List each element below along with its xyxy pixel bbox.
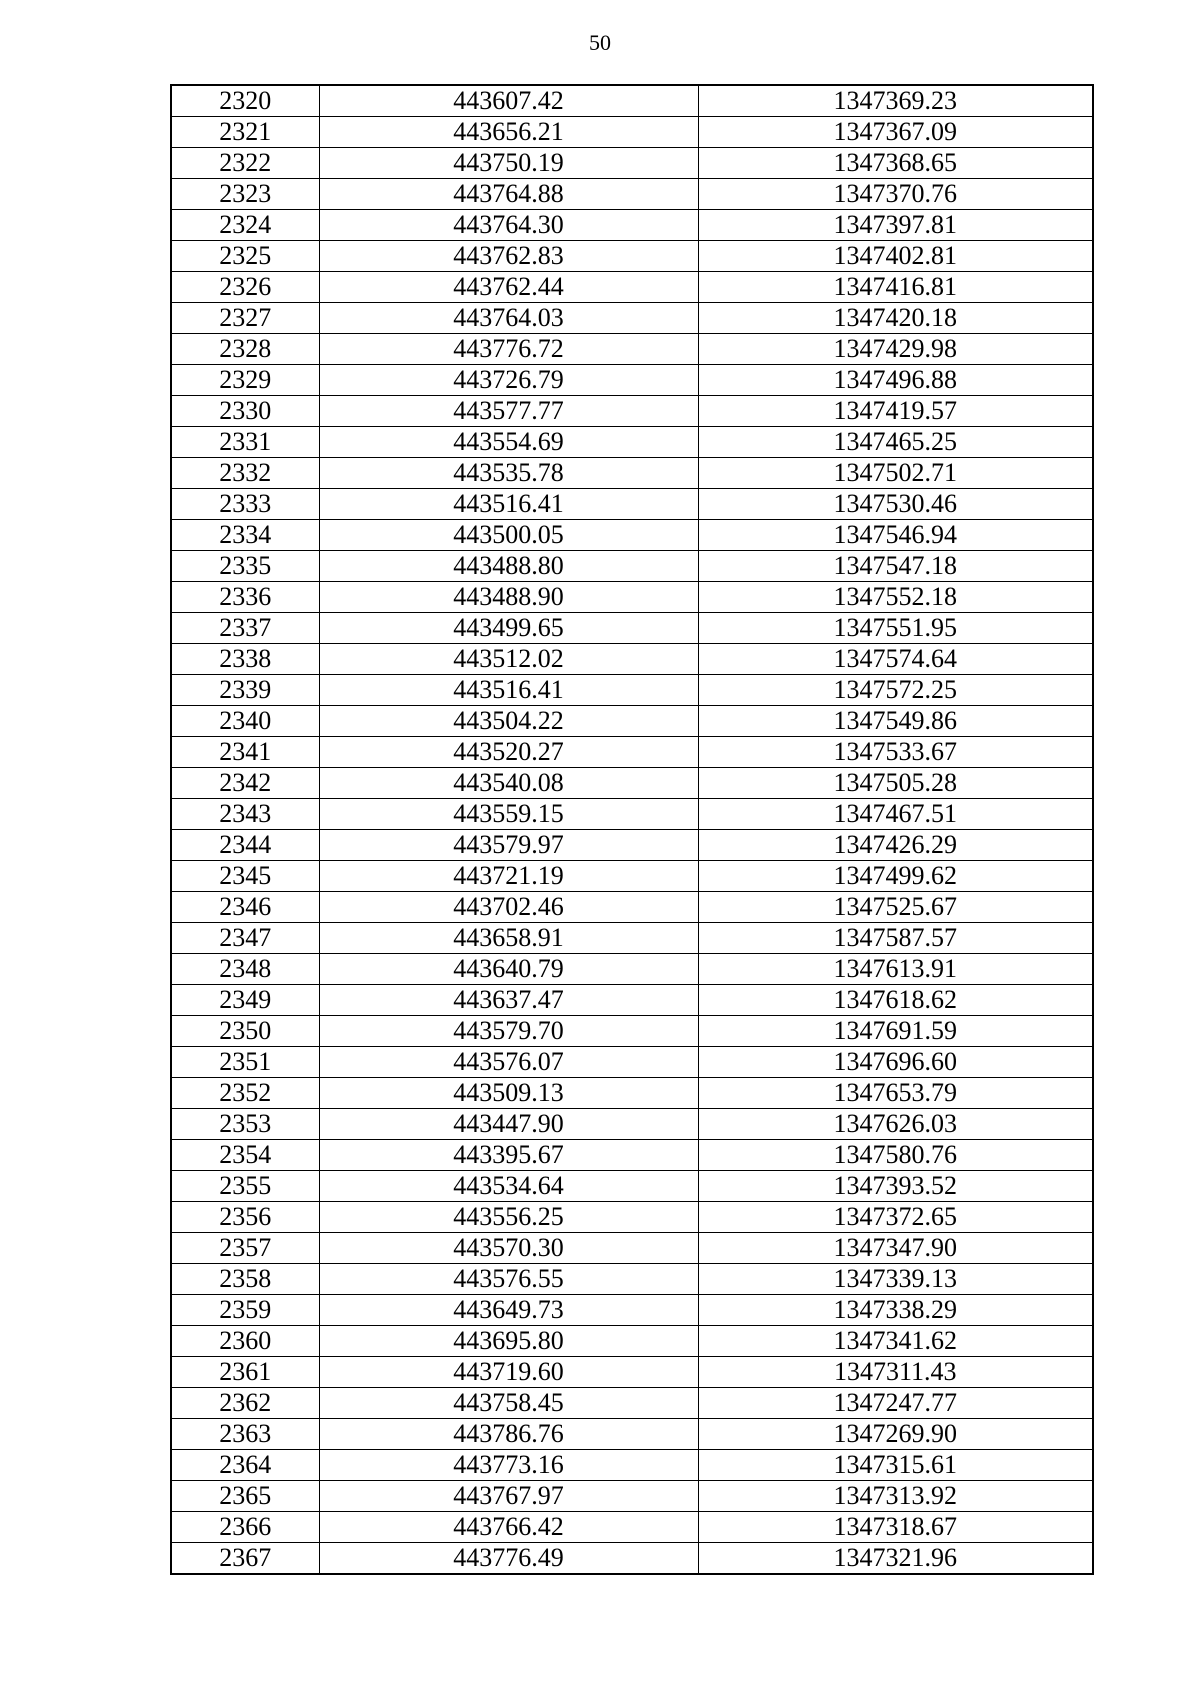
table-row — [171, 799, 1093, 830]
table-row — [171, 1202, 1093, 1233]
y-coordinate-cell: 1347696.60 — [698, 1047, 1093, 1078]
x-coordinate-cell: 443577.77 — [319, 396, 698, 427]
point-number-cell: 2341 — [171, 737, 319, 768]
x-coordinate-cell: 443758.45 — [319, 1388, 698, 1419]
point-number-cell: 2322 — [171, 148, 319, 179]
table-row — [171, 985, 1093, 1016]
y-coordinate-cell: 1347321.96 — [698, 1543, 1093, 1575]
y-coordinate-cell: 1347549.86 — [698, 706, 1093, 737]
x-coordinate-cell: 443640.79 — [319, 954, 698, 985]
table-row — [171, 1357, 1093, 1388]
x-coordinate-cell: 443767.97 — [319, 1481, 698, 1512]
y-coordinate-cell: 1347269.90 — [698, 1419, 1093, 1450]
point-number-cell: 2352 — [171, 1078, 319, 1109]
point-number-cell: 2323 — [171, 179, 319, 210]
x-coordinate-cell: 443776.72 — [319, 334, 698, 365]
y-coordinate-cell: 1347368.65 — [698, 148, 1093, 179]
point-number-cell: 2325 — [171, 241, 319, 272]
y-coordinate-cell: 1347370.76 — [698, 179, 1093, 210]
y-coordinate-cell: 1347613.91 — [698, 954, 1093, 985]
x-coordinate-cell: 443658.91 — [319, 923, 698, 954]
y-coordinate-cell: 1347429.98 — [698, 334, 1093, 365]
y-coordinate-cell: 1347496.88 — [698, 365, 1093, 396]
table-row — [171, 1016, 1093, 1047]
point-number-cell: 2342 — [171, 768, 319, 799]
x-coordinate-cell: 443579.97 — [319, 830, 698, 861]
table-row — [171, 489, 1093, 520]
page-number: 50 — [589, 30, 611, 55]
point-number-cell: 2328 — [171, 334, 319, 365]
coordinates-table-body — [171, 85, 1093, 1574]
point-number-cell: 2358 — [171, 1264, 319, 1295]
point-number-cell: 2327 — [171, 303, 319, 334]
point-number-cell: 2340 — [171, 706, 319, 737]
table-row — [171, 923, 1093, 954]
point-number-cell: 2351 — [171, 1047, 319, 1078]
x-coordinate-cell: 443766.42 — [319, 1512, 698, 1543]
table-row — [171, 768, 1093, 799]
table-row — [171, 675, 1093, 706]
table-row — [171, 148, 1093, 179]
y-coordinate-cell: 1347318.67 — [698, 1512, 1093, 1543]
table-row — [171, 1512, 1093, 1543]
table-row — [171, 427, 1093, 458]
y-coordinate-cell: 1347572.25 — [698, 675, 1093, 706]
x-coordinate-cell: 443520.27 — [319, 737, 698, 768]
y-coordinate-cell: 1347691.59 — [698, 1016, 1093, 1047]
y-coordinate-cell: 1347420.18 — [698, 303, 1093, 334]
x-coordinate-cell: 443504.22 — [319, 706, 698, 737]
point-number-cell: 2346 — [171, 892, 319, 923]
y-coordinate-cell: 1347530.46 — [698, 489, 1093, 520]
x-coordinate-cell: 443395.67 — [319, 1140, 698, 1171]
x-coordinate-cell: 443556.25 — [319, 1202, 698, 1233]
table-row — [171, 210, 1093, 241]
x-coordinate-cell: 443447.90 — [319, 1109, 698, 1140]
y-coordinate-cell: 1347347.90 — [698, 1233, 1093, 1264]
point-number-cell: 2363 — [171, 1419, 319, 1450]
x-coordinate-cell: 443776.49 — [319, 1543, 698, 1575]
x-coordinate-cell: 443499.65 — [319, 613, 698, 644]
point-number-cell: 2355 — [171, 1171, 319, 1202]
x-coordinate-cell: 443500.05 — [319, 520, 698, 551]
y-coordinate-cell: 1347341.62 — [698, 1326, 1093, 1357]
x-coordinate-cell: 443516.41 — [319, 675, 698, 706]
coordinates-table — [170, 84, 1094, 1575]
x-coordinate-cell: 443512.02 — [319, 644, 698, 675]
point-number-cell: 2334 — [171, 520, 319, 551]
x-coordinate-cell: 443750.19 — [319, 148, 698, 179]
point-number-cell: 2343 — [171, 799, 319, 830]
table-row — [171, 830, 1093, 861]
table-row — [171, 1078, 1093, 1109]
y-coordinate-cell: 1347339.13 — [698, 1264, 1093, 1295]
x-coordinate-cell: 443719.60 — [319, 1357, 698, 1388]
table-row — [171, 241, 1093, 272]
point-number-cell: 2333 — [171, 489, 319, 520]
table-row — [171, 1109, 1093, 1140]
point-number-cell: 2329 — [171, 365, 319, 396]
table-row — [171, 1450, 1093, 1481]
table-row — [171, 1388, 1093, 1419]
table-row — [171, 613, 1093, 644]
x-coordinate-cell: 443764.03 — [319, 303, 698, 334]
x-coordinate-cell: 443488.80 — [319, 551, 698, 582]
x-coordinate-cell: 443726.79 — [319, 365, 698, 396]
point-number-cell: 2364 — [171, 1450, 319, 1481]
y-coordinate-cell: 1347367.09 — [698, 117, 1093, 148]
table-row — [171, 737, 1093, 768]
point-number-cell: 2339 — [171, 675, 319, 706]
point-number-cell: 2360 — [171, 1326, 319, 1357]
point-number-cell: 2357 — [171, 1233, 319, 1264]
table-row — [171, 1326, 1093, 1357]
y-coordinate-cell: 1347393.52 — [698, 1171, 1093, 1202]
point-number-cell: 2338 — [171, 644, 319, 675]
x-coordinate-cell: 443534.64 — [319, 1171, 698, 1202]
table-row — [171, 582, 1093, 613]
table-row — [171, 272, 1093, 303]
y-coordinate-cell: 1347311.43 — [698, 1357, 1093, 1388]
y-coordinate-cell: 1347618.62 — [698, 985, 1093, 1016]
y-coordinate-cell: 1347552.18 — [698, 582, 1093, 613]
point-number-cell: 2337 — [171, 613, 319, 644]
x-coordinate-cell: 443702.46 — [319, 892, 698, 923]
table-row — [171, 365, 1093, 396]
table-row — [171, 1140, 1093, 1171]
point-number-cell: 2365 — [171, 1481, 319, 1512]
x-coordinate-cell: 443764.30 — [319, 210, 698, 241]
y-coordinate-cell: 1347315.61 — [698, 1450, 1093, 1481]
y-coordinate-cell: 1347372.65 — [698, 1202, 1093, 1233]
point-number-cell: 2366 — [171, 1512, 319, 1543]
x-coordinate-cell: 443535.78 — [319, 458, 698, 489]
y-coordinate-cell: 1347402.81 — [698, 241, 1093, 272]
table-row — [171, 396, 1093, 427]
table-row — [171, 1047, 1093, 1078]
x-coordinate-cell: 443559.15 — [319, 799, 698, 830]
x-coordinate-cell: 443762.83 — [319, 241, 698, 272]
x-coordinate-cell: 443509.13 — [319, 1078, 698, 1109]
y-coordinate-cell: 1347626.03 — [698, 1109, 1093, 1140]
point-number-cell: 2349 — [171, 985, 319, 1016]
point-number-cell: 2347 — [171, 923, 319, 954]
point-number-cell: 2344 — [171, 830, 319, 861]
table-row — [171, 1171, 1093, 1202]
x-coordinate-cell: 443488.90 — [319, 582, 698, 613]
point-number-cell: 2326 — [171, 272, 319, 303]
y-coordinate-cell: 1347547.18 — [698, 551, 1093, 582]
point-number-cell: 2367 — [171, 1543, 319, 1575]
y-coordinate-cell: 1347587.57 — [698, 923, 1093, 954]
y-coordinate-cell: 1347313.92 — [698, 1481, 1093, 1512]
point-number-cell: 2350 — [171, 1016, 319, 1047]
x-coordinate-cell: 443579.70 — [319, 1016, 698, 1047]
x-coordinate-cell: 443637.47 — [319, 985, 698, 1016]
y-coordinate-cell: 1347247.77 — [698, 1388, 1093, 1419]
y-coordinate-cell: 1347467.51 — [698, 799, 1093, 830]
y-coordinate-cell: 1347551.95 — [698, 613, 1093, 644]
point-number-cell: 2348 — [171, 954, 319, 985]
table-row — [171, 1233, 1093, 1264]
x-coordinate-cell: 443773.16 — [319, 1450, 698, 1481]
y-coordinate-cell: 1347416.81 — [698, 272, 1093, 303]
y-coordinate-cell: 1347369.23 — [698, 85, 1093, 117]
table-row — [171, 117, 1093, 148]
x-coordinate-cell: 443695.80 — [319, 1326, 698, 1357]
y-coordinate-cell: 1347499.62 — [698, 861, 1093, 892]
table-row — [171, 551, 1093, 582]
point-number-cell: 2359 — [171, 1295, 319, 1326]
x-coordinate-cell: 443762.44 — [319, 272, 698, 303]
point-number-cell: 2356 — [171, 1202, 319, 1233]
point-number-cell: 2330 — [171, 396, 319, 427]
point-number-cell: 2321 — [171, 117, 319, 148]
y-coordinate-cell: 1347419.57 — [698, 396, 1093, 427]
y-coordinate-cell: 1347338.29 — [698, 1295, 1093, 1326]
table-row — [171, 334, 1093, 365]
table-row — [171, 1419, 1093, 1450]
table-row — [171, 458, 1093, 489]
x-coordinate-cell: 443764.88 — [319, 179, 698, 210]
y-coordinate-cell: 1347653.79 — [698, 1078, 1093, 1109]
y-coordinate-cell: 1347505.28 — [698, 768, 1093, 799]
table-row — [171, 1543, 1093, 1575]
point-number-cell: 2332 — [171, 458, 319, 489]
x-coordinate-cell: 443570.30 — [319, 1233, 698, 1264]
x-coordinate-cell: 443576.07 — [319, 1047, 698, 1078]
x-coordinate-cell: 443576.55 — [319, 1264, 698, 1295]
y-coordinate-cell: 1347546.94 — [698, 520, 1093, 551]
y-coordinate-cell: 1347574.64 — [698, 644, 1093, 675]
x-coordinate-cell: 443721.19 — [319, 861, 698, 892]
y-coordinate-cell: 1347397.81 — [698, 210, 1093, 241]
point-number-cell: 2336 — [171, 582, 319, 613]
point-number-cell: 2354 — [171, 1140, 319, 1171]
y-coordinate-cell: 1347525.67 — [698, 892, 1093, 923]
x-coordinate-cell: 443554.69 — [319, 427, 698, 458]
table-row — [171, 1264, 1093, 1295]
table-row — [171, 861, 1093, 892]
x-coordinate-cell: 443656.21 — [319, 117, 698, 148]
table-row — [171, 892, 1093, 923]
y-coordinate-cell: 1347533.67 — [698, 737, 1093, 768]
table-row — [171, 85, 1093, 117]
x-coordinate-cell: 443607.42 — [319, 85, 698, 117]
point-number-cell: 2361 — [171, 1357, 319, 1388]
table-row — [171, 303, 1093, 334]
table-row — [171, 954, 1093, 985]
x-coordinate-cell: 443786.76 — [319, 1419, 698, 1450]
point-number-cell: 2335 — [171, 551, 319, 582]
table-row — [171, 1295, 1093, 1326]
table-row — [171, 706, 1093, 737]
point-number-cell: 2345 — [171, 861, 319, 892]
table-row — [171, 644, 1093, 675]
point-number-cell: 2320 — [171, 85, 319, 117]
y-coordinate-cell: 1347502.71 — [698, 458, 1093, 489]
point-number-cell: 2353 — [171, 1109, 319, 1140]
y-coordinate-cell: 1347465.25 — [698, 427, 1093, 458]
y-coordinate-cell: 1347426.29 — [698, 830, 1093, 861]
point-number-cell: 2331 — [171, 427, 319, 458]
table-row — [171, 1481, 1093, 1512]
x-coordinate-cell: 443649.73 — [319, 1295, 698, 1326]
x-coordinate-cell: 443540.08 — [319, 768, 698, 799]
table-row — [171, 520, 1093, 551]
point-number-cell: 2362 — [171, 1388, 319, 1419]
x-coordinate-cell: 443516.41 — [319, 489, 698, 520]
point-number-cell: 2324 — [171, 210, 319, 241]
y-coordinate-cell: 1347580.76 — [698, 1140, 1093, 1171]
table-row — [171, 179, 1093, 210]
